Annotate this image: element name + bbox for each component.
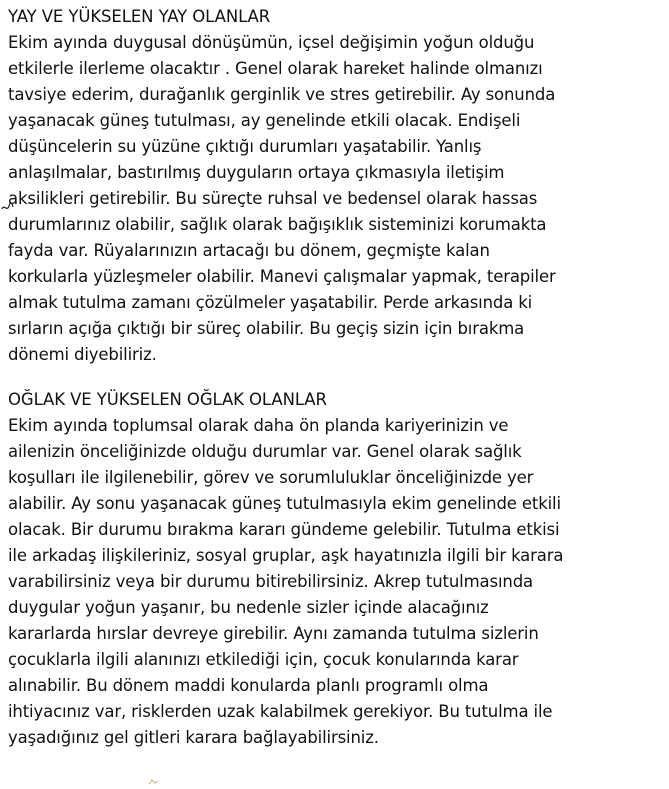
text-line: Ekim ayında toplumsal olarak daha ön planda kariyerinizin ve [8,416,509,435]
text-line: duygular yoğun yaşanır, bu nedenle sizler içinde alacağınız [8,598,489,617]
text-line: Ekim ayında duygusal dönüşümün, içsel değişimin yoğun olduğu [8,33,535,52]
ink-scribble-mark [0,200,14,214]
text-line: yaşanacak güneş tutulması, ay genelinde etkili olacak. Endişeli [8,111,521,130]
text-line: sırların açığa çıktığı bir süreç olabilir. Bu geçiş sizin için bırakma [8,319,525,338]
text-line: tavsiye ederim, durağanlık gerginlik ve stres getirebilir. Ay sonunda [8,85,556,104]
text-line: durumlarınız olabilir, sağlık olarak bağışıklık sisteminizi korumakta [8,215,547,234]
text-line: dönemi diyebiliriz. [8,345,157,364]
section-capricorn [8,387,663,751]
text-line: düşüncelerin su yüzüne çıktığı durumları yaşatabilir. Yanlış [8,137,482,156]
text-line: ailenizin önceliğinizde olduğu durumlar var. Genel olarak sağlık [8,442,522,461]
text-line: varabilirsiniz veya bir durumu bitirebilirsiniz. Akrep tutulmasında [8,572,533,591]
text-line: fayda var. Rüyalarınızın artacağı bu dönem, geçmişte kalan [8,241,490,260]
text-line: koşulları ile ilgilenebilir, görev ve sorumluluklar önceliğinizde yer [8,468,534,487]
text-line: olacak. Bir durumu bırakma kararı gündeme gelebilir. Tutulma etkisi [8,520,560,539]
text-line: anlaşılmalar, bastırılmış duyguların ortaya çıkmasıyla iletişim [8,163,505,182]
text-line: kararlarda hırslar devreye girebilir. Aynı zamanda tutulma sizlerin [8,624,539,643]
text-line: alınabilir. Bu dönem maddi konularda planlı programlı olma [8,676,489,695]
text-line: alabilir. Ay sonu yaşanacak güneş tutulmasıyla ekim genelinde etkili [8,494,561,513]
text-line: yaşadığınız gel gitleri karara bağlayabilirsiniz. [8,728,379,747]
section-body [8,30,663,368]
section-title: OĞLAK VE YÜKSELEN OĞLAK OLANLAR [8,390,327,409]
text-line: çocuklarla ilgili alanınızı etkilediği için, çocuk konularında karar [8,650,519,669]
text-line: almak tutulma zamanı çözülmeler yaşatabilir. Perde arkasında ki [8,293,533,312]
section-title: YAY VE YÜKSELEN YAY OLANLAR [8,7,271,26]
text-line: aksilikleri getirebilir. Bu süreçte ruhsal ve bedensel olarak hassas [8,189,538,208]
section-sagittarius [8,4,663,368]
text-line: ihtiyacınız var, risklerden uzak kalabilmek gerekiyor. Bu tutulma ile [8,702,553,721]
text-line: korkularla yüzleşmeler olabilir. Manevi çalışmalar yapmak, terapiler [8,267,556,286]
ink-dot-mark [148,778,160,786]
document-page [8,4,663,751]
section-body [8,413,663,751]
text-line: etkilerle ilerleme olacaktır . Genel olarak hareket halinde olmanızı [8,59,543,78]
text-line: ile arkadaş ilişkileriniz, sosyal gruplar, aşk hayatınızla ilgili bir karara [8,546,564,565]
